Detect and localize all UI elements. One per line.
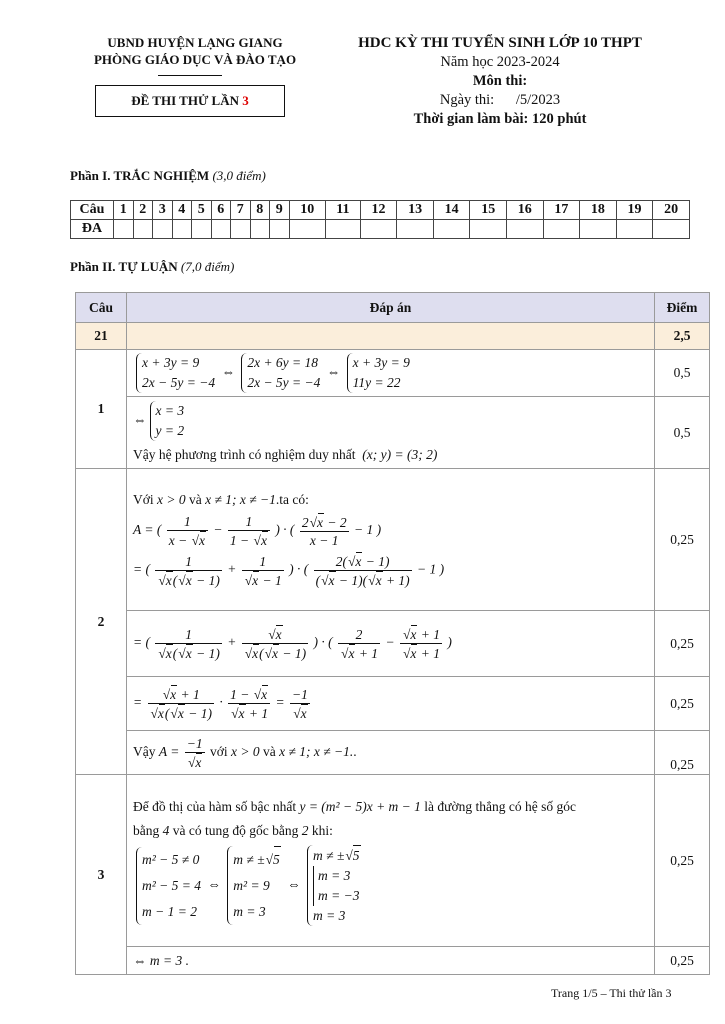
q1-solution: [127, 397, 655, 469]
q2-final-with: với: [210, 743, 228, 759]
answer-row: [71, 220, 690, 239]
q1-step-1: [76, 350, 710, 397]
question-number-cell: 1: [114, 201, 134, 220]
q3-score-b: 0,25: [655, 947, 710, 975]
question-number-cell: 11: [326, 201, 361, 220]
q3-score-a: 0,25: [655, 775, 710, 947]
q3-text-d: và có tung độ gốc bằng: [172, 823, 299, 838]
exam-date: [320, 91, 680, 110]
exam-info: [320, 34, 680, 129]
question-number-cell: 20: [653, 201, 690, 220]
q2-intro: Với: [133, 492, 154, 507]
exam-number: 3: [242, 93, 249, 108]
question-number-cell: 15: [470, 201, 507, 220]
q3-step-1: [76, 775, 710, 947]
question-number-cell: 18: [580, 201, 617, 220]
row-label-question: Câu: [71, 201, 114, 220]
q2-expression: Với x > 0 và x ≠ 1; x ≠ −1.ta có: A = ( $\frac{1}{x - √ x}$ − $\frac{1}{1 - √ x}$ ) · ( $\frac{2√ x - 2}{x - 1}$ − 1 ) = ( 1 √ x(√ x − 1) + 1 √ x − 1 ) · ( $\frac{2(√ x - 1)}{(√ x - 1)(√ x + 1)}$ − 1 ): [127, 469, 655, 611]
math-system-3: m² − 5 ≠ 0 m² − 5 = 4 m − 1 = 2 ⇔ m ≠ ±√ 5 m² = 9 m = 3 ⇔ m ≠ ±√ 5 m = 3 m = −3 m = 3: [133, 845, 648, 926]
q2-simplify: [127, 611, 655, 677]
q2-result: [127, 677, 655, 731]
answer-cell: [543, 220, 580, 239]
q3-text-c: bằng: [133, 823, 160, 838]
math-step-1: = ( 1 √ x(√ x − 1) + 1 √ x − 1 ) · ( $\frac{2(√ x - 1)}{(√ x - 1)(√ x + 1)}$ − 1 ): [133, 552, 648, 589]
math-system-1: x + 3y = 9 2x − 5y = −4 ⇔ 2x + 6y = 18 2x − 5y = −4 ⇔ x + 3y = 9 11y = 22: [133, 364, 413, 379]
answer-cell: [326, 220, 361, 239]
col-question: Câu: [76, 293, 127, 323]
col-answer: Đáp án: [127, 293, 655, 323]
part1-heading: [70, 168, 266, 184]
math-step-3: = √ x + 1 √ x(√ x − 1) · 1 − √ x √ x + 1 = −1 √ x: [133, 685, 648, 722]
q1-score-b: 0,5: [655, 397, 710, 469]
answer-cell: [172, 220, 192, 239]
exam-label: ĐỀ THI THỬ LẦN: [131, 93, 239, 108]
q2-step-1: [76, 469, 710, 611]
q1-conclusion: Vậy hệ phương trình có nghiệm duy nhất: [133, 446, 356, 462]
org-line-1: UBND HUYỆN LẠNG GIANG: [107, 35, 283, 50]
answer-cell: [433, 220, 470, 239]
q2-score-d: 0,25: [655, 731, 710, 775]
question-number-cell: 14: [433, 201, 470, 220]
school-year: Năm học 2023-2024: [440, 54, 560, 70]
part1-title: Phần I. TRẮC NGHIỆM: [70, 168, 210, 183]
question-number-cell: 7: [231, 201, 251, 220]
q2-intro-tail: .ta có:: [275, 492, 309, 507]
part2-points: (7,0 điểm): [180, 259, 235, 274]
math-solution-pair: (x; y) = (3; 2): [358, 446, 438, 462]
answer-cell: [616, 220, 653, 239]
answer-cell: [360, 220, 397, 239]
col-score: Điểm: [655, 293, 710, 323]
question-number-cell: 3: [153, 201, 173, 220]
answer-cell: [270, 220, 290, 239]
answer-key-table: [75, 292, 710, 975]
math-m-result: ⇔ m = 3 .: [133, 952, 189, 968]
group-score: 2,5: [655, 323, 710, 350]
q3-number: 3: [76, 775, 127, 975]
question-number-cell: 19: [616, 201, 653, 220]
org-line-2: PHÒNG GIÁO DỤC VÀ ĐÀO TẠO: [93, 52, 297, 67]
answer-cell: [153, 220, 173, 239]
answer-cell: [289, 220, 326, 239]
exam-attempt-box: [95, 85, 285, 117]
q1-system: [127, 350, 655, 397]
part1-points: (3,0 điểm): [212, 168, 266, 183]
answer-cell: [211, 220, 231, 239]
answer-cell: [653, 220, 690, 239]
q2-final-and: và: [263, 743, 276, 759]
q1-score-a: 0,5: [655, 350, 710, 397]
part2-title: Phần II. TỰ LUẬN: [70, 259, 178, 274]
q1-step-2: [76, 397, 710, 469]
question-number-cell: 10: [289, 201, 326, 220]
q3-result: [127, 947, 655, 975]
part2-heading: [70, 259, 234, 275]
question-number-cell: 2: [133, 201, 153, 220]
answer-cell: [470, 220, 507, 239]
exam-duration: Thời gian làm bài: 120 phút: [413, 111, 587, 127]
question-number-cell: 4: [172, 201, 192, 220]
answer-cell: [507, 220, 544, 239]
q1-number: 1: [76, 350, 127, 469]
q3-text-b: là đường thẳng có hệ số góc: [424, 799, 576, 814]
q2-final-prefix: Vậy: [133, 743, 156, 759]
date-label: Ngày thi:: [439, 92, 495, 108]
date-value: /5/2023: [515, 92, 561, 108]
question-number-cell: 13: [397, 201, 434, 220]
q2-step-3: [76, 677, 710, 731]
answer-cell: [580, 220, 617, 239]
question-number-cell: 8: [250, 201, 270, 220]
answer-cell: [133, 220, 153, 239]
exam-title: HDC KỲ THI TUYỂN SINH LỚP 10 THPT: [358, 35, 642, 51]
question-number-cell: 9: [270, 201, 290, 220]
page-footer: Trang 1/5 – Thi thử lần 3: [551, 986, 672, 1000]
q3-text-e: khi:: [311, 823, 333, 838]
q2-score-b: 0,25: [655, 611, 710, 677]
school-header: [60, 34, 330, 68]
answer-cell: [231, 220, 251, 239]
header-divider: [158, 75, 222, 76]
question-number-cell: 17: [543, 201, 580, 220]
multiple-choice-table: [70, 200, 690, 239]
q3-text-a: Để đồ thị của hàm số bậc nhất: [133, 799, 297, 814]
question-number-cell: 12: [360, 201, 397, 220]
answer-cell: [397, 220, 434, 239]
row-label-answer: ĐA: [71, 220, 114, 239]
table-header-row: [76, 293, 710, 323]
group-blank: [127, 323, 655, 350]
math-A-definition: A = ( $\frac{1}{x - √ x}$ − $\frac{1}{1 - √ x}$ ) · ( $\frac{2√ x - 2}{x - 1}$ − 1 ): [133, 513, 648, 549]
question-number-row: [71, 201, 690, 220]
question-group-row: [76, 323, 710, 350]
q2-conclusion: Vậy A = −1 √ x với x > 0 và x ≠ 1; x ≠ −1..: [127, 731, 655, 775]
q3-step-2: [76, 947, 710, 975]
answer-cell: [250, 220, 270, 239]
q2-score-c: 0,25: [655, 677, 710, 731]
group-number: 21: [76, 323, 127, 350]
answer-cell: [192, 220, 212, 239]
q2-number: 2: [76, 469, 127, 775]
q2-step-2: [76, 611, 710, 677]
q3-statement: Để đồ thị của hàm số bậc nhất y = (m² − 5)x + m − 1 là đường thẳng có hệ số góc bằng 4 và có tung độ gốc bằng 2 khi: m² − 5 ≠ 0 m² − 5 = 4 m − 1 = 2 ⇔ m ≠ ±√ 5 m² = 9 m = 3 ⇔ m ≠ ±√ 5 m = 3 m = −3 m = 3: [127, 775, 655, 947]
q2-score-a: 0,25: [655, 469, 710, 611]
subject-line: Môn thi:: [472, 73, 528, 89]
math-step-2: = ( 1 √ x(√ x − 1) + √ x √ x(√ x − 1) ) · ( 2 √ x + 1 − √ x + 1 √ x + 1 ): [133, 625, 648, 662]
question-number-cell: 6: [211, 201, 231, 220]
question-number-cell: 5: [192, 201, 212, 220]
answer-cell: [114, 220, 134, 239]
question-number-cell: 16: [507, 201, 544, 220]
math-solution: ⇔ x = 3 y = 2: [133, 412, 187, 427]
q2-step-4: [76, 731, 710, 775]
math-final-A: A = −1 √ x: [159, 744, 207, 759]
